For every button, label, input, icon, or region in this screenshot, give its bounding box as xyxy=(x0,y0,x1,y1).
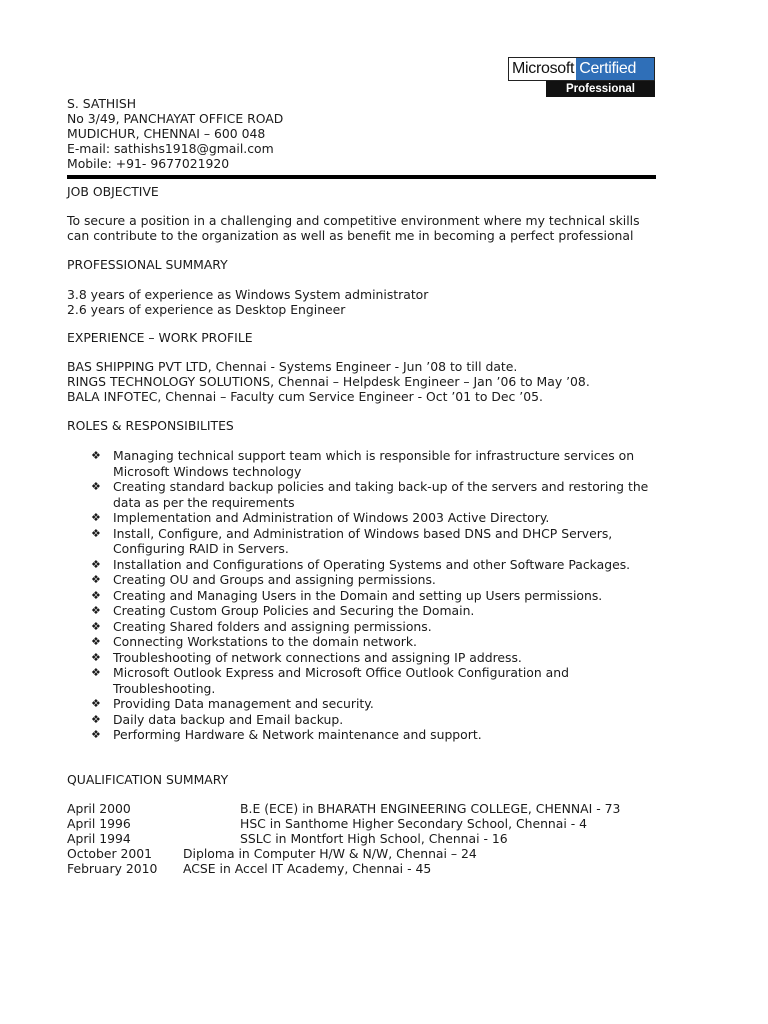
bullet-diamond-icon: ❖ xyxy=(91,697,101,710)
logo-certified-text: Certified xyxy=(576,58,654,80)
bullet-diamond-icon: ❖ xyxy=(91,557,101,571)
role-item-line-1: Creating Custom Group Policies and Securing the Domain. xyxy=(113,603,475,618)
experience-line-1: BAS SHIPPING PVT LTD, Chennai - Systems Engineer - Jun ’08 to till date. xyxy=(67,359,518,374)
qualification-date: April 1994 xyxy=(67,831,131,846)
role-item-line-2: Troubleshooting. xyxy=(113,680,216,696)
bullet-diamond-icon: ❖ xyxy=(91,511,101,524)
bullet-diamond-icon: ❖ xyxy=(91,666,101,679)
bullet-diamond-icon: ❖ xyxy=(91,635,101,648)
bullet-diamond-icon: ❖ xyxy=(91,573,101,586)
role-item xyxy=(91,572,661,588)
role-item-line-1: Creating and Managing Users in the Domain and setting up Users permissions. xyxy=(113,587,603,603)
role-item-line-1: Managing technical support team which is responsible for infrastructure services on xyxy=(113,448,635,463)
role-item-line-2: Microsoft Windows technology xyxy=(113,463,302,479)
qualification-date: October 2001 xyxy=(67,846,153,861)
role-item xyxy=(91,650,661,666)
role-item-line-1: Implementation and Administration of Windows 2003 Active Directory. xyxy=(113,510,550,525)
experience-heading: EXPERIENCE – WORK PROFILE xyxy=(67,330,253,345)
objective-line-2: can contribute to the organization as well as benefit me in becoming a perfect professional xyxy=(67,228,634,243)
qualification-detail: HSC in Santhome Higher Secondary School, Chennai - 4 xyxy=(240,816,588,831)
role-item-line-1: Providing Data management and security. xyxy=(113,696,374,711)
role-item xyxy=(91,696,661,712)
bullet-diamond-icon: ❖ xyxy=(91,449,101,462)
bullet-diamond-icon: ❖ xyxy=(91,650,101,664)
experience-line-3: BALA INFOTEC, Chennai – Faculty cum Service Engineer - Oct ’01 to Dec ’05. xyxy=(67,389,543,404)
summary-line-1: 3.8 years of experience as Windows System administrator xyxy=(67,287,429,302)
role-item xyxy=(91,526,661,557)
bullet-diamond-icon: ❖ xyxy=(91,588,101,602)
qualification-heading: QUALIFICATION SUMMARY xyxy=(67,772,229,787)
role-item-line-1: Creating Shared folders and assigning permissions. xyxy=(113,618,432,634)
bullet-diamond-icon: ❖ xyxy=(91,619,101,633)
summary-line-2: 2.6 years of experience as Desktop Engineer xyxy=(67,302,346,317)
summary-text xyxy=(67,287,428,317)
bullet-diamond-icon: ❖ xyxy=(91,480,101,493)
role-item xyxy=(91,634,661,650)
contact-block xyxy=(67,96,283,171)
role-item xyxy=(91,712,661,728)
bullet-diamond-icon: ❖ xyxy=(91,728,101,741)
qualification-detail: Diploma in Computer H/W & N/W, Chennai – 24 xyxy=(183,846,477,861)
roles-list xyxy=(91,448,661,743)
logo-professional-text: Professional xyxy=(546,81,655,97)
role-item-line-1: Troubleshooting of network connections and assigning IP address. xyxy=(113,649,522,665)
objective-heading: JOB OBJECTIVE xyxy=(67,184,159,199)
mobile-line: Mobile: +91- 9677021920 xyxy=(67,156,230,171)
role-item-line-2: data as per the requirements xyxy=(113,494,295,510)
role-item xyxy=(91,727,661,743)
experience-list xyxy=(67,359,590,404)
role-item-line-1: Install, Configure, and Administration of Windows based DNS and DHCP Servers, xyxy=(113,525,613,541)
objective-text xyxy=(67,213,640,243)
qualification-date: February 2010 xyxy=(67,861,158,876)
role-item xyxy=(91,479,661,510)
microsoft-certified-professional-logo xyxy=(508,57,655,97)
experience-line-2: RINGS TECHNOLOGY SOLUTIONS, Chennai – Helpdesk Engineer – Jan ’06 to May ’08. xyxy=(67,374,590,389)
header-divider xyxy=(67,175,656,179)
candidate-name: S. SATHISH xyxy=(67,96,137,111)
objective-line-1: To secure a position in a challenging and competitive environment where my technical skills xyxy=(67,213,640,228)
role-item xyxy=(91,619,661,635)
role-item-line-1: Connecting Workstations to the domain network. xyxy=(113,634,417,649)
bullet-diamond-icon: ❖ xyxy=(91,526,101,540)
role-item-line-1: Creating standard backup policies and taking back-up of the servers and restoring the xyxy=(113,479,649,494)
role-item xyxy=(91,448,661,479)
logo-microsoft-text: Microsoft xyxy=(509,58,576,80)
roles-heading: ROLES & RESPONSIBILITES xyxy=(67,418,234,433)
role-item-line-1: Daily data backup and Email backup. xyxy=(113,711,344,727)
logo-top-bar xyxy=(508,57,655,81)
qualification-date: April 1996 xyxy=(67,816,131,831)
role-item xyxy=(91,603,661,619)
qualification-detail: SSLC in Montfort High School, Chennai - 16 xyxy=(240,831,508,846)
role-item-line-1: Installation and Configurations of Operating Systems and other Software Packages. xyxy=(113,556,631,572)
qualification-detail: ACSE in Accel IT Academy, Chennai - 45 xyxy=(183,861,432,876)
email-line: E-mail: sathishs1918@gmail.com xyxy=(67,141,274,156)
role-item-line-1: Performing Hardware & Network maintenance and support. xyxy=(113,727,482,742)
bullet-diamond-icon: ❖ xyxy=(91,604,101,617)
role-item xyxy=(91,510,661,526)
role-item-line-1: Creating OU and Groups and assigning permissions. xyxy=(113,572,436,587)
role-item-line-2: Configuring RAID in Servers. xyxy=(113,541,289,556)
qualification-detail: B.E (ECE) in BHARATH ENGINEERING COLLEGE, CHENNAI - 73 xyxy=(240,801,621,816)
address-line-2: MUDICHUR, CHENNAI – 600 048 xyxy=(67,126,266,141)
qualification-date: April 2000 xyxy=(67,801,131,816)
summary-heading: PROFESSIONAL SUMMARY xyxy=(67,257,228,272)
role-item xyxy=(91,588,661,604)
bullet-diamond-icon: ❖ xyxy=(91,712,101,726)
role-item-line-1: Microsoft Outlook Express and Microsoft Office Outlook Configuration and xyxy=(113,665,569,680)
address-line-1: No 3/49, PANCHAYAT OFFICE ROAD xyxy=(67,111,284,126)
role-item xyxy=(91,665,661,696)
role-item xyxy=(91,557,661,573)
